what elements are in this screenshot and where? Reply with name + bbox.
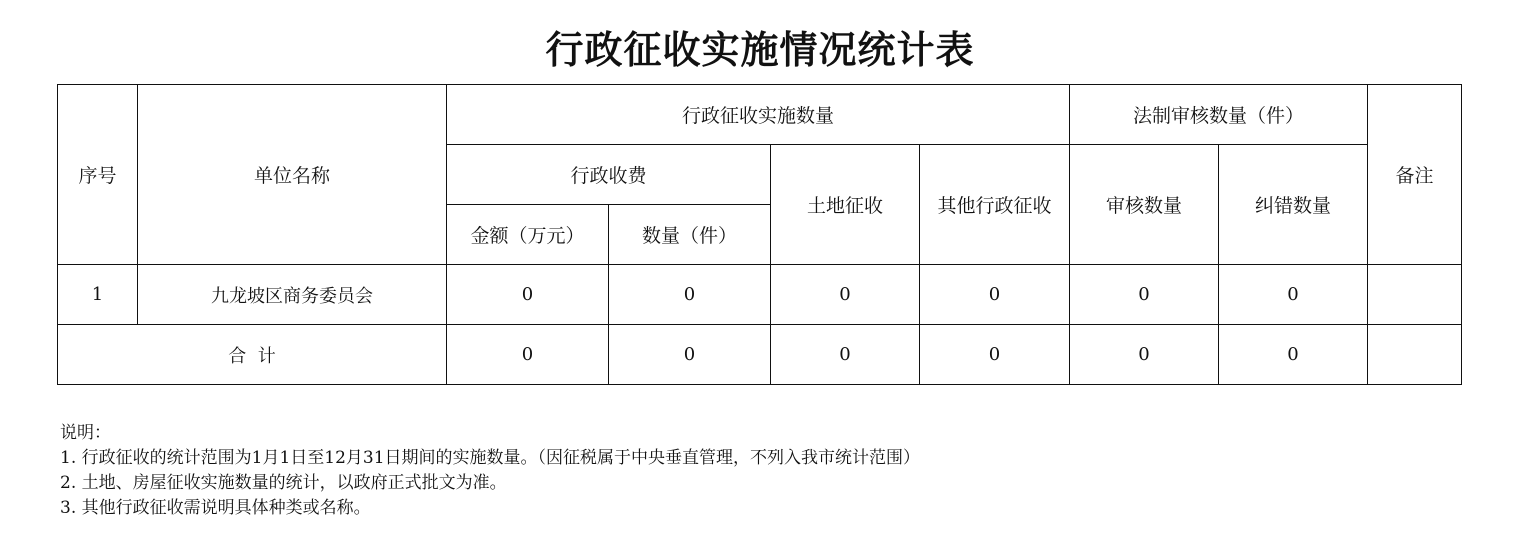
header-implementation-group: 行政征收实施数量 [447,85,1070,145]
notes-heading: 说明： [60,423,111,443]
page-title: 行政征收实施情况统计表 [545,27,975,72]
cell-other: 0 [920,265,1070,325]
cell-total-label: 合 计 [58,325,447,385]
cell-seq: 1 [58,265,138,325]
header-admin-fee: 行政收费 [447,145,771,205]
cell-total-other: 0 [920,325,1070,385]
notes-section [60,421,920,521]
note-item: 1. 行政征收的统计范围为1月1日至12月31日期间的实施数量。（因征税属于中央垂直管理，不列入我市统计范围） [60,448,921,468]
cell-total-amount: 0 [447,325,609,385]
cell-total-land: 0 [771,325,920,385]
cell-amount: 0 [447,265,609,325]
cell-unit-name: 九龙坡区商务委员会 [138,265,447,325]
header-other: 其他行政征收 [920,145,1070,265]
statistics-table [57,84,1462,385]
header-land: 土地征收 [771,145,920,265]
table-row [58,265,1462,325]
note-item: 3. 其他行政征收需说明具体种类或名称。 [60,498,371,518]
header-amount: 金额（万元） [447,205,609,265]
header-legal-review-group: 法制审核数量（件） [1070,85,1368,145]
header-unit-name: 单位名称 [138,85,447,265]
cell-correction: 0 [1219,265,1368,325]
cell-total-correction: 0 [1219,325,1368,385]
cell-review: 0 [1070,265,1219,325]
header-review-count: 审核数量 [1070,145,1219,265]
header-correction-count: 纠错数量 [1219,145,1368,265]
header-remarks: 备注 [1368,85,1462,265]
header-row [58,85,1462,145]
note-item: 2. 土地、房屋征收实施数量的统计，以政府正式批文为准。 [60,473,507,493]
cell-total-remarks [1368,325,1462,385]
cell-fee-count: 0 [609,265,771,325]
cell-total-fee-count: 0 [609,325,771,385]
cell-total-review: 0 [1070,325,1219,385]
header-fee-count: 数量（件） [609,205,771,265]
cell-land: 0 [771,265,920,325]
total-row [58,325,1462,385]
cell-remarks [1368,265,1462,325]
header-seq: 序号 [58,85,138,265]
